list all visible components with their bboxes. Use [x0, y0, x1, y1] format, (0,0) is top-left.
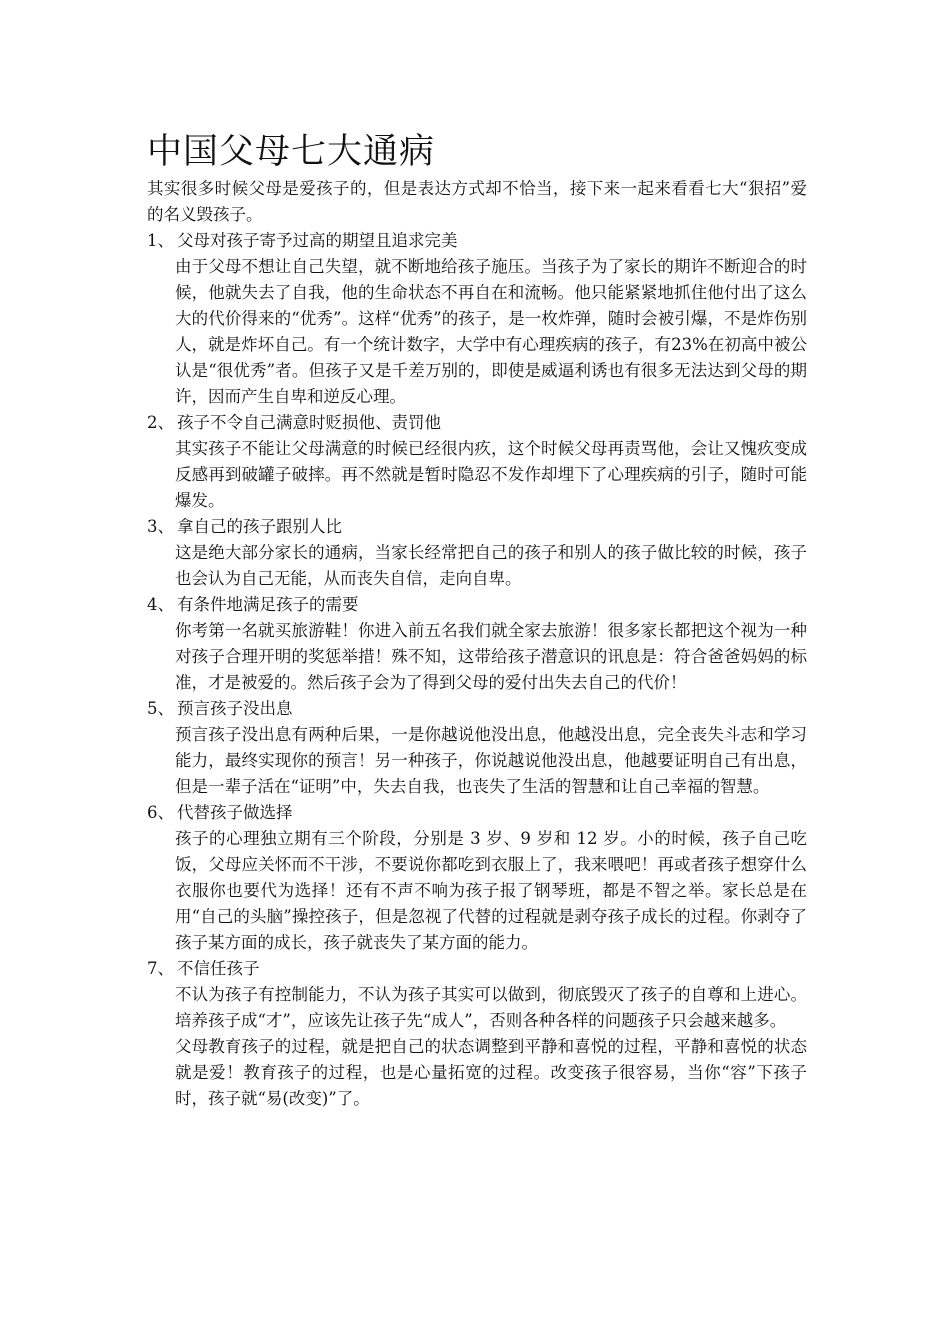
section-number: 6、 [147, 803, 174, 822]
section-number: 2、 [147, 413, 174, 432]
section-number: 1、 [147, 231, 174, 250]
section-body: 你考第一名就买旅游鞋！你进入前五名我们就全家去旅游！很多家长都把这个视为一种对孩子合理开明的奖惩举措！殊不知，这带给孩子潜意识的讯息是：符合爸爸妈妈的标准，才是被爱的。然后孩子会为了得到父母的爱付出失去自己的代价！ [175, 621, 807, 692]
section-heading [147, 956, 807, 982]
document-page [147, 128, 807, 1112]
section-number: 5、 [147, 699, 174, 718]
section-2 [147, 410, 807, 514]
section-heading-text: 拿自己的孩子跟别人比 [177, 517, 342, 536]
section-4 [147, 592, 807, 696]
section-1 [147, 228, 807, 410]
section-6 [147, 800, 807, 956]
section-7 [147, 956, 807, 1034]
section-3 [147, 514, 807, 592]
section-heading-text: 父母对孩子寄予过高的期望且追求完美 [177, 231, 458, 250]
section-body: 其实孩子不能让父母满意的时候已经很内疚，这个时候父母再责骂他，会让又愧疚变成反感再到破罐子破摔。再不然就是暂时隐忍不发作却埋下了心理疾病的引子，随时可能爆发。 [175, 439, 807, 510]
section-body: 不认为孩子有控制能力，不认为孩子其实可以做到，彻底毁灭了孩子的自尊和上进心。培养孩子成“才”，应该先让孩子先“成人”，否则各种各样的问题孩子只会越来越多。 [175, 985, 807, 1030]
section-body: 预言孩子没出息有两种后果，一是你越说他没出息，他越没出息，完全丧失斗志和学习能力，最终实现你的预言！另一种孩子，你说越说他没出息，他越要证明自己有出息，但是一辈子活在“证明”中，失去自我，也丧失了生活的智慧和让自己幸福的智慧。 [175, 725, 807, 796]
section-heading-text: 代替孩子做选择 [177, 803, 293, 822]
section-number: 7、 [147, 959, 174, 978]
section-heading [147, 514, 807, 540]
section-heading-text: 不信任孩子 [177, 959, 260, 978]
section-heading-text: 孩子不令自己满意时贬损他、责罚他 [177, 413, 441, 432]
closing-paragraph: 父母教育孩子的过程，就是把自己的状态调整到平静和喜悦的过程，平静和喜悦的状态就是爱！教育孩子的过程，也是心量拓宽的过程。改变孩子很容易，当你“容”下孩子时，孩子就“易(改变)”了。 [175, 1037, 807, 1108]
section-body: 这是绝大部分家长的通病，当家长经常把自己的孩子和别人的孩子做比较的时候，孩子也会认为自己无能，从而丧失自信，走向自卑。 [175, 543, 807, 588]
section-body: 孩子的心理独立期有三个阶段，分别是 3 岁、9 岁和 12 岁。小的时候，孩子自己吃饭，父母应关怀而不干涉，不要说你都吃到衣服上了，我来喂吧！再或者孩子想穿什么衣服你也要代为选择！还有不声不响为孩子报了钢琴班，都是不智之举。家长总是在用“自己的头脑”操控孩子，但是忽视了代替的过程就是剥夺孩子成长的过程。你剥夺了孩子某方面的成长，孩子就丧失了某方面的能力。 [175, 829, 807, 952]
section-heading [147, 228, 807, 254]
section-number: 4、 [147, 595, 174, 614]
document-title: 中国父母七大通病 [147, 132, 436, 172]
section-number: 3、 [147, 517, 174, 536]
section-heading [147, 800, 807, 826]
section-heading-text: 预言孩子没出息 [177, 699, 293, 718]
section-5 [147, 696, 807, 800]
intro-paragraph: 其实很多时候父母是爱孩子的，但是表达方式却不恰当，接下来一起来看看七大“狠招”爱的名义毁孩子。 [147, 179, 807, 224]
section-heading [147, 410, 807, 436]
section-heading-text: 有条件地满足孩子的需要 [177, 595, 359, 614]
section-heading [147, 696, 807, 722]
section-body: 由于父母不想让自己失望，就不断地给孩子施压。当孩子为了家长的期许不断迎合的时候，他就失去了自我，他的生命状态不再自在和流畅。他只能紧紧地抓住他付出了这么大的代价得来的“优秀”。这样“优秀”的孩子，是一枚炸弹，随时会被引爆，不是炸伤别人，就是炸坏自己。有一个统计数字，大学中有心理疾病的孩子，有23%在初高中被公认是“很优秀”者。但孩子又是千差万别的，即使是威逼利诱也有很多无法达到父母的期许，因而产生自卑和逆反心理。 [175, 257, 807, 406]
section-heading [147, 592, 807, 618]
